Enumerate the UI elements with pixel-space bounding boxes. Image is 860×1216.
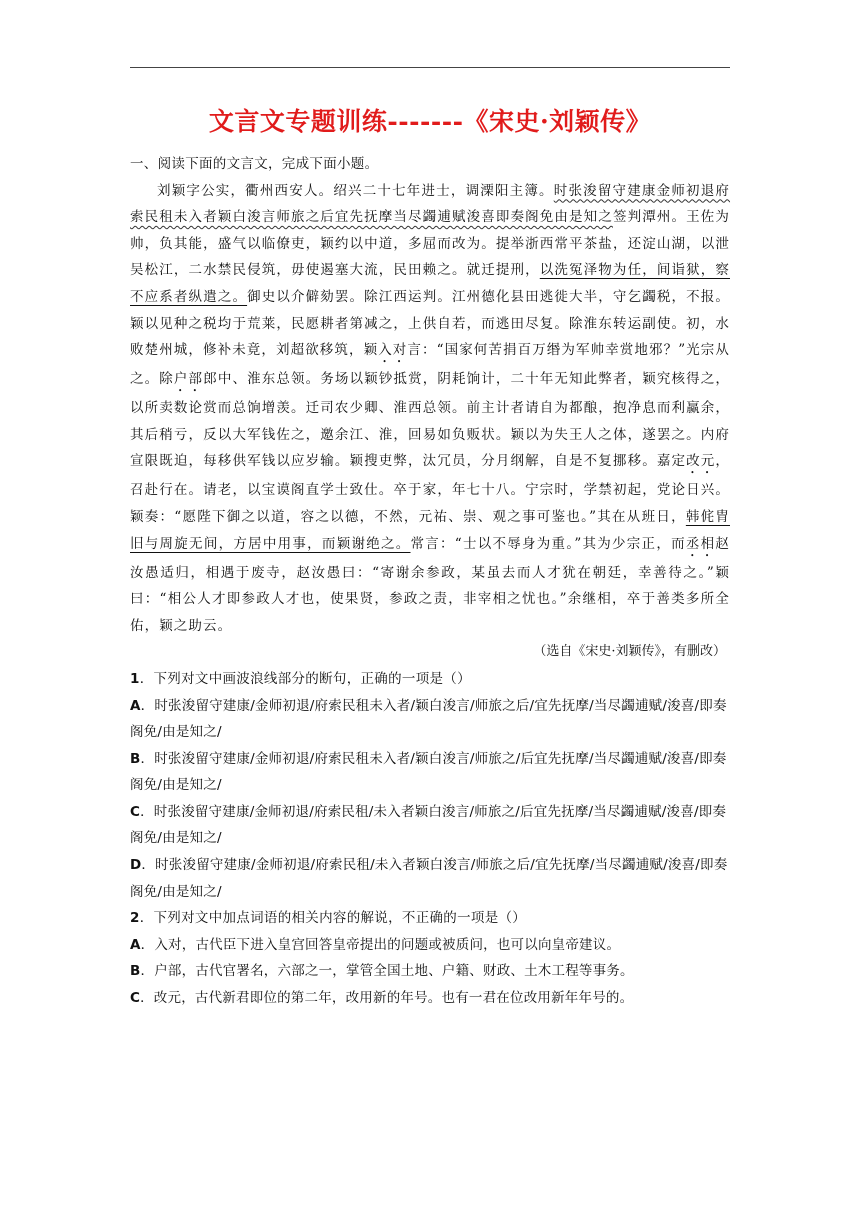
- document-body: [130, 151, 730, 1012]
- option-text: ．入对，古代臣下进入皇宫回答皇帝提出的问题或被质问，也可以向皇帝建议。: [140, 936, 621, 953]
- option-2b: [130, 958, 730, 985]
- passage-text: 签判潭州。王佐为帅，负其能，盛气以临僚吏，颖约以中道，多屈而改为。提举浙西常平茶盐，还淀山湖，以泄吴松江，二水禁民侵筑，毋使遏塞大流，民田赖之。就迁提刑，: [130, 209, 730, 279]
- option-letter: C: [130, 990, 141, 1007]
- option-1d: [130, 852, 730, 905]
- passage-text: 御史以介僻劾罢。除江西运判。江州德化县田逃徙大半，守乞蠲税，不报。颖以见种之税均于荒莱，民愿耕者第减之，上供自若，而逃田尽复。除淮东转运副使。初，水败楚州城，修补未竟，刘超欲移筑，颖: [130, 288, 730, 359]
- option-text: ．改元，古代新君即位的第二年，改用新的年号。也有一君在位改用新年年号的。: [140, 990, 634, 1007]
- dotted-term-hubu: 户部: [173, 371, 204, 388]
- option-letter: A: [130, 936, 141, 953]
- question-number: 1: [130, 670, 140, 687]
- option-letter: D: [130, 857, 142, 874]
- option-1c: [130, 799, 730, 852]
- wavy-underlined-passage: 时张浚留守建康金师初退府索民租未入者颖白浚言师旅之后宜先抚摩当尽蠲逋赋浚喜即奏阁免由是知之: [130, 182, 731, 226]
- option-text: ．时张浚留守建康/金师初退/府索民租/未入者颖白浚言/师旅之/后宜先抚摩/当尽蠲逋赋/浚喜/即奏阁免/由是知之/: [130, 803, 727, 847]
- dotted-term-gaiyuan: 改元: [686, 453, 716, 470]
- option-text: ．时张浚留守建康/金师初退/府索民租未入者/颖白浚言/师旅之/后宜先抚摩/当尽蠲逋赋/浚喜/即奏阁免/由是知之/: [130, 750, 727, 794]
- section-heading: 一、阅读下面的文言文，完成下面小题。: [130, 156, 379, 172]
- passage-text: 刘颖字公实，衢州西安人。绍兴二十七年进士，调溧阳主簿。: [157, 182, 554, 199]
- header-rule: [130, 67, 730, 68]
- option-1b: [130, 746, 730, 799]
- option-letter: B: [130, 750, 141, 767]
- question-number: 2: [130, 910, 140, 927]
- option-1a: [130, 693, 730, 746]
- classical-passage: [130, 178, 730, 640]
- question-2: [130, 905, 730, 932]
- passage-text: 赵汝愚适归，相遇于废寺，赵汝愚曰：“寄谢余参政，某虽去而人才犹在朝廷，幸善待之。”颖曰：“相公人才即参政人才也，使果贤，参政之责，非宰相之忧也。”余继相，卒于善类多所全佑，颖之助云。: [130, 535, 730, 634]
- question-stem: ．下列对文中画波浪线部分的断句，正确的一项是（）: [139, 670, 471, 687]
- question-stem: ．下列对文中加点词语的相关内容的解说，不正确的一项是（）: [139, 910, 527, 927]
- passage-text: 郎中、淮东总领。务场以颖钞抵赏，阴耗饷计，二十年无知此弊者，颖究核得之，以所卖数论赏而总饷增羡。迁司农少卿、淮西总领。前主计者请自为都酿，抱净息而利赢余，其后稍亏，反以大军钱佐之，邀余江、淮，回易如负贩状。颖以为失王人之体，遂罢之。内府宣限既迫，每移供军钱以应岁输。颖搜吏弊，汰冗员，分月纲解，自是不复挪移。嘉定: [130, 371, 730, 470]
- question-1: [130, 666, 730, 693]
- underlined-sentence-1: 以洗冤泽物为任，间诣狱，察不应系者纵遣之。: [130, 262, 730, 305]
- dotted-term-ruduì: 入对: [378, 342, 408, 359]
- option-text: ．时张浚留守建康/金师初退/府索民租未入者/颖白浚言/师旅之后/宜先抚摩/当尽蠲逋赋/浚喜/即奏阁免/由是知之/: [130, 697, 727, 741]
- option-letter: C: [130, 803, 141, 820]
- underlined-sentence-2: 韩侂胄旧与周旋无间，方居中用事，而颖谢绝之。: [130, 508, 730, 552]
- option-2a: [130, 932, 730, 959]
- dotted-term-chengxiang: 丞相: [685, 535, 716, 552]
- option-text: ．户部，古代官署名，六部之一，掌管全国土地、户籍、财政、土木工程等事务。: [140, 963, 634, 980]
- passage-text: 言：“国家何苦捐百万缗为军帅幸赏地邪？”光宗从之。除: [130, 342, 731, 388]
- source-note: （选自《宋史·刘颖传》，有删改）: [533, 644, 726, 660]
- passage-text: ，召赴行在。请老，以宝谟阁直学士致仕。卒于家，年七十八。宁宗时，学禁初起，党论日兴。颖奏：“愿陛下御之以道，容之以德，不然，元祐、崇、观之事可鉴也。”其在从班日，: [130, 453, 730, 525]
- page-title: 文言文专题训练-------《宋史·刘颖传》: [208, 107, 652, 136]
- option-letter: B: [130, 963, 141, 980]
- passage-text: 常言：“士以不辱身为重。”其为少宗正，而: [410, 535, 686, 552]
- option-letter: A: [130, 697, 141, 714]
- option-2c: [130, 985, 730, 1012]
- option-text: ．时张浚留守建康/金师初退/府索民租/未入者颖白浚言/师旅之后/宜先抚摩/当尽蠲逋赋/浚喜/即奏阁免/由是知之/: [130, 857, 728, 900]
